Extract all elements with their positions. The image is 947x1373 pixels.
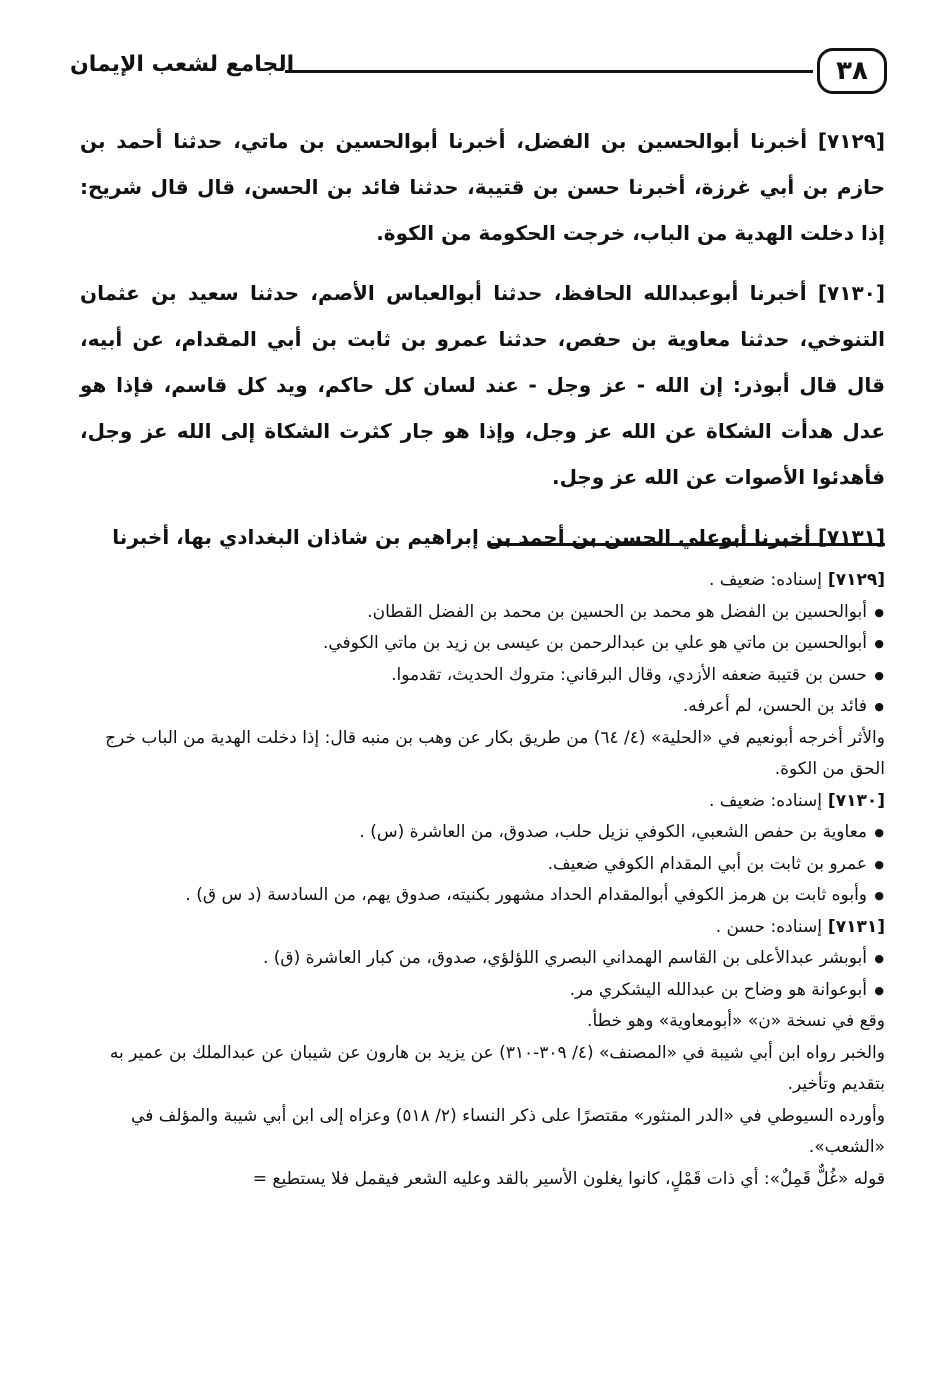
narrator-note: ● أبوعوانة هو وضاح بن عبدالله اليشكري مر.	[80, 975, 867, 1007]
footnote-separator	[490, 543, 885, 546]
hadith-text: أخبرنا أبوعلي الحسن بن أحمد بن إبراهيم بن شاذان البغدادي بها، أخبرنا	[112, 525, 811, 549]
header-rule	[285, 70, 813, 73]
footnote-heading	[80, 912, 885, 944]
isnad-grade: إسناده: ضعيف .	[708, 790, 822, 811]
isnad-grade: إسناده: ضعيف .	[708, 570, 822, 590]
footnote-number: [٧١٣١]	[827, 916, 885, 937]
footnote-heading	[80, 565, 885, 597]
book-title: الجامع لشعب الإيمان	[70, 52, 295, 77]
footnote-number: [٧١٣٠]	[827, 790, 885, 811]
hadith-number: [٧١٢٩]	[817, 129, 885, 153]
footnotes	[80, 565, 885, 1195]
narrator-note: ● فائد بن الحسن، لم أعرفه.	[80, 691, 867, 723]
hadith-7131	[80, 514, 885, 560]
hadith-text: أخبرنا أبوالحسين بن الفضل، أخبرنا أبوالحسين بن ماتي، حدثنا أحمد بن حازم بن أبي غرزة، أخبرنا حسن بن قتيبة، حدثنا فائد بن الحسن، قال قال شريح: إذا دخلت الهدية من الباب، خرجت الحكومة من الكوة.	[80, 129, 885, 245]
narrator-note: ● معاوية بن حفص الشعبي، الكوفي نزيل حلب، صدوق، من العاشرة (س) .	[80, 817, 867, 849]
narrator-note: ● أبوالحسين بن ماتي هو علي بن عبدالرحمن بن عيسى بن زيد بن ماتي الكوفي.	[80, 628, 867, 660]
narrator-note: ● عمرو بن ثابت بن أبي المقدام الكوفي ضعيف.	[80, 849, 867, 881]
page-header	[70, 40, 887, 104]
footnote-number: [٧١٢٩]	[827, 570, 885, 590]
hadith-7129	[80, 118, 885, 256]
hadith-text: أخبرنا أبوعبدالله الحافظ، حدثنا أبوالعباس الأصم، حدثنا سعيد بن عثمان التنوخي، حدثنا معاوية بن حفص، حدثنا عمرو بن ثابت بن أبي المقدام، عن أبيه، قال قال أبوذر: إن الله - عز وجل - عند لسان كل حاكم، ويد كل قاسم، فإذا هو عدل هدأت الشكاة عن الله عز وجل، وإذا هو جار كثرت الشكاة إلى الله عز وجل، فأهدئوا الأصوات عن الله عز وجل.	[80, 281, 885, 489]
narrator-note: ● أبوالحسين بن الفضل هو محمد بن الحسين بن محمد بن الفضل القطان.	[80, 597, 867, 629]
hadith-number: [٧١٣٠]	[817, 281, 885, 305]
footnote-paragraph: وقع في نسخة «ن» «أبومعاوية» وهو خطأ.	[587, 1011, 885, 1031]
narrator-note: ● حسن بن قتيبة ضعفه الأزدي، وقال البرقاني: متروك الحديث، تقدموا.	[80, 660, 867, 692]
footnote-paragraph: والخبر رواه ابن أبي شيبة في «المصنف» (٤/ ٣٠٩-٣١٠) عن يزيد بن هارون عن شيبان عن عبدالملك بن عمير به بتقديم وتأخير.	[109, 1042, 885, 1094]
page-number: ٣٨	[817, 48, 887, 94]
hadith-7130	[80, 270, 885, 500]
narrator-note: ● أبوبشر عبدالأعلى بن القاسم الهمداني البصري اللؤلؤي، صدوق، من كبار العاشرة (ق) .	[80, 943, 867, 975]
footnote-heading	[80, 786, 885, 818]
hadith-number: [٧١٣١]	[817, 525, 885, 549]
footnote-paragraph: وأورده السيوطي في «الدر المنثور» مقتصرًا على ذكر النساء (٢/ ٥١٨) وعزاه إلى ابن أبي شيبة والمؤلف في «الشعب».	[131, 1105, 885, 1157]
main-text	[80, 118, 885, 574]
narrator-list	[80, 817, 885, 912]
footnote-paragraph: والأثر أخرجه أبونعيم في «الحلية» (٤/ ٦٤) من طريق بكار عن وهب بن منبه قال: إذا دخلت الهدية من الباب خرج الحق من الكوة.	[105, 727, 885, 779]
isnad-grade: إسناده: حسن .	[715, 916, 822, 937]
narrator-list	[80, 597, 885, 723]
narrator-note: ● وأبوه ثابت بن هرمز الكوفي أبوالمقدام الحداد مشهور بكنيته، صدوق يهم، من السادسة (د س ق) .	[80, 880, 867, 912]
footnote-paragraph: قوله «غُلٌّ قَمِلٌ»: أي ذات قَمْلٍ، كانوا يغلون الأسير بالقد وعليه الشعر فيقمل فلا يستطيع =	[252, 1168, 885, 1189]
narrator-list	[80, 943, 885, 1006]
